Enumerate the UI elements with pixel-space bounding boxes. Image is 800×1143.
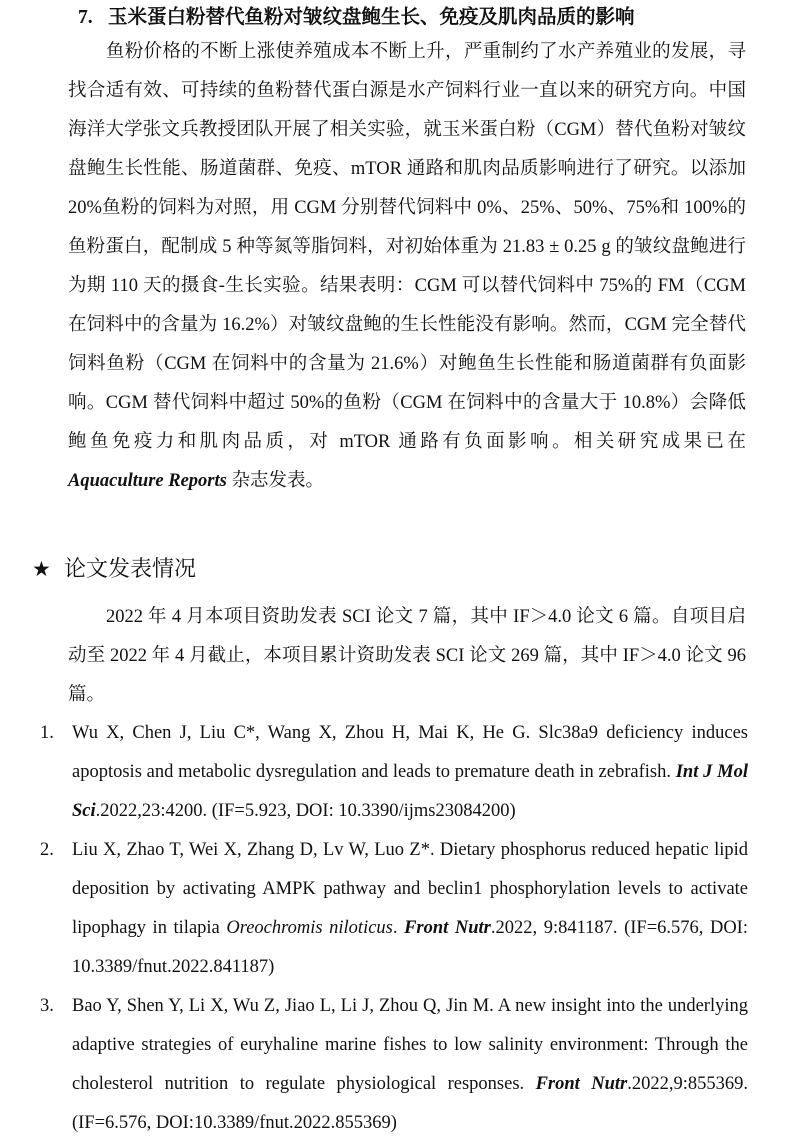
reference-number: 1.: [40, 723, 54, 743]
publications-summary: 2022 年 4 月本项目资助发表 SCI 论文 7 篇，其中 IF＞4.0 论文 6 篇。自项目启动至 2022 年 4 月截止，本项目累计资助发表 SCI 论文 269 篇，其中 IF＞4.0 论文 96 篇。: [68, 607, 746, 705]
reference-separator: .: [392, 918, 405, 938]
reference-number: 2.: [40, 840, 54, 860]
section-title: 玉米蛋白粉替代鱼粉对皱纹盘鲍生长、免疫及肌肉品质的影响: [108, 7, 635, 28]
reference-authors-title: Wu X, Chen J, Liu C*, Wang X, Zhou H, Mai K, He G. Slc38a9 deficiency induces apoptosis and metabolic dysregulation and leads to premature death in zebrafish.: [72, 723, 748, 782]
reference-item: [36, 714, 748, 831]
publications-heading-text: 论文发表情况: [64, 557, 197, 582]
star-icon: ★: [32, 557, 51, 581]
reference-number: 3.: [40, 996, 54, 1016]
section-heading: [78, 4, 778, 32]
reference-details: .2022,9:855369. (IF=6.576, DOI:10.3389/fnut.2022.855369): [72, 1074, 748, 1133]
body-tail: 杂志发表。: [226, 471, 324, 491]
journal-name: Aquaculture Reports: [68, 471, 227, 491]
reference-details: .2022, 9:841187. (IF=6.576, DOI: 10.3389/fnut.2022.841187): [72, 918, 748, 977]
reference-journal: Front Nutr: [535, 1074, 628, 1094]
section-body-paragraph: [68, 33, 746, 501]
reference-authors-title: Liu X, Zhao T, Wei X, Zhang D, Lv W, Luo Z*. Dietary phosphorus reduced hepatic lipid deposition by activating AMPK pathway and beclin1 phosphorylation levels to activate lipophagy in tilapia: [72, 840, 748, 938]
reference-species: Oreochromis niloticus: [226, 918, 393, 938]
reference-item: [36, 831, 748, 987]
section-number: 7.: [78, 7, 93, 28]
reference-list: [36, 714, 748, 1143]
publications-heading: [32, 552, 196, 586]
reference-journal: Int J Mol Sci: [72, 762, 749, 821]
reference-item: [36, 987, 748, 1143]
reference-journal: Front Nutr: [404, 918, 491, 938]
body-text: 鱼粉价格的不断上涨使养殖成本不断上升，严重制约了水产养殖业的发展，寻找合适有效、可持续的鱼粉替代蛋白源是水产饲料行业一直以来的研究方向。中国海洋大学张文兵教授团队开展了相关实验，就玉米蛋白粉（CGM）替代鱼粉对皱纹盘鲍生长性能、肠道菌群、免疫、mTOR 通路和肌肉品质影响进行了研究。以添加 20%鱼粉的饲料为对照，用 CGM 分别替代饲料中 0%、25%、50%、75%和 100%的鱼粉蛋白，配制成 5 种等氮等脂饲料，对初始体重为 21.83 ± 0.25 g 的皱纹盘鲍进行为期 110 天的摄食-生长实验。结果表明：CGM 可以替代饲料中 75%的 FM（CGM 在饲料中的含量为 16.2%）对皱纹盘鲍的生长性能没有影响。然而，CGM 完全替代饲料鱼粉（CGM 在饲料中的含量为 21.6%）对鲍鱼生长性能和肠道菌群有负面影响。CGM 替代饲料中超过 50%的鱼粉（CGM 在饲料中的含量大于 10.8%）会降低鲍鱼免疫力和肌肉品质，对 mTOR 通路有负面影响。相关研究成果已在: [68, 42, 746, 452]
reference-authors-title: Bao Y, Shen Y, Li X, Wu Z, Jiao L, Li J, Zhou Q, Jin M. A new insight into the underlying adaptive strategies of euryhaline marine fishes to low salinity environment: Through the cholesterol nutrition to regulate physiological responses.: [72, 996, 748, 1094]
reference-details: .2022,23:4200. (IF=5.923, DOI: 10.3390/ijms23084200): [95, 801, 516, 821]
